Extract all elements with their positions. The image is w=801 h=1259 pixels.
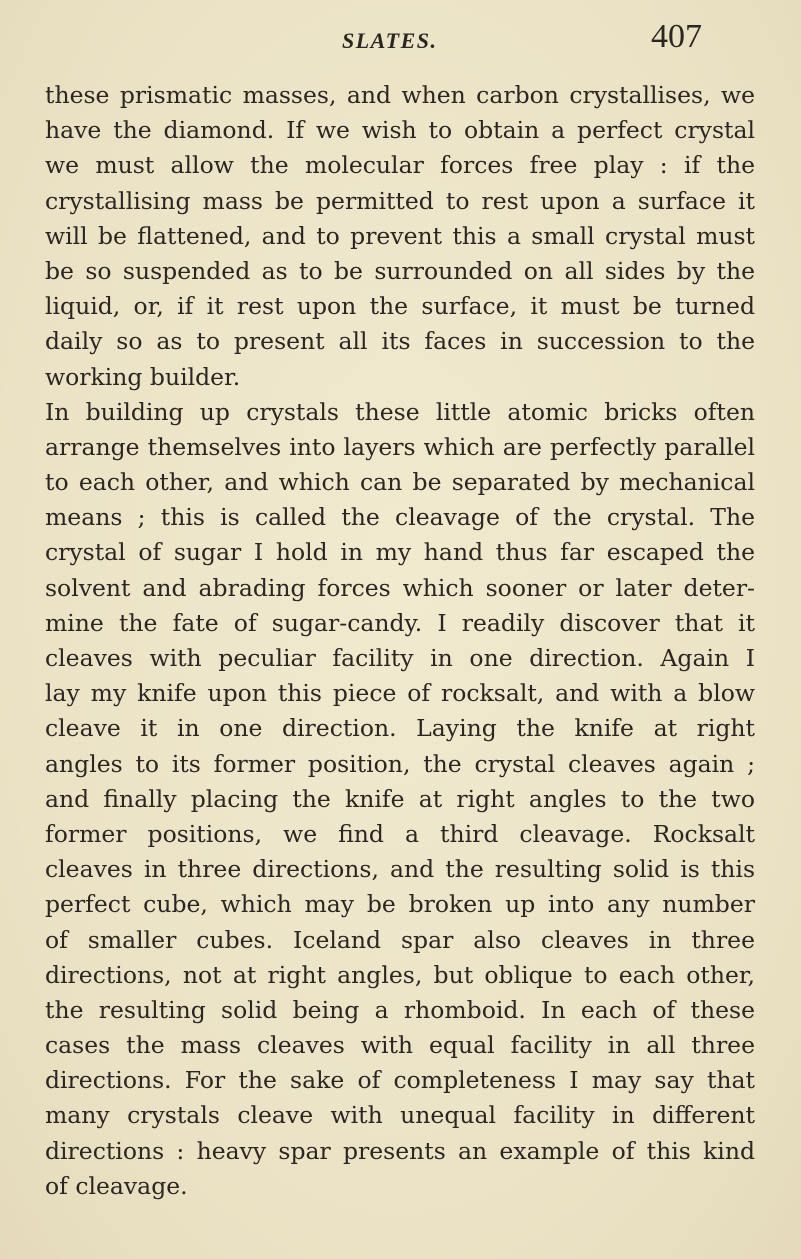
text-line: cleaves in three directions, and the resulting solid is this (45, 855, 755, 884)
text-line: we must allow the molecular forces free play : if the (45, 151, 755, 180)
text-line: mine the fate of sugar-candy. I readily discover that it (45, 608, 755, 637)
text-line: cleaves with peculiar facility in one direction. Again I (45, 644, 755, 672)
text-line: In building up crystals these little atomic bricks often (45, 397, 755, 426)
text-line: directions : heavy spar presents an example of this kind (45, 1136, 755, 1165)
text-line: cleave it in one direction. Laying the knife at right (45, 714, 755, 743)
text-line: solvent and abrading forces which sooner or later deter- (45, 573, 755, 602)
text-line: will be flattened, and to prevent this a small crystal must (45, 221, 755, 250)
text-line: liquid, or, if it rest upon the surface, it must be turned (45, 292, 755, 321)
text-line: many crystals cleave with unequal facility in different (45, 1101, 755, 1130)
text-line: have the diamond. If we wish to obtain a perfect crystal (45, 116, 755, 145)
text-line: these prismatic masses, and when carbon crystallises, we (45, 81, 755, 109)
body-text (45, 78, 755, 1204)
text-line: directions, not at right angles, but oblique to each other, (45, 960, 755, 989)
text-line: cases the mass cleaves with equal facility in all three (45, 1031, 755, 1060)
page-number: 407 (651, 18, 702, 55)
text-line: to each other, and which can be separated by mechanical (45, 468, 755, 497)
text-line: daily so as to present all its faces in succession to the (45, 327, 755, 356)
running-head (0, 18, 801, 58)
text-line: perfect cube, which may be broken up into any number (45, 890, 755, 919)
paragraph-end-line: working builder. (45, 362, 241, 391)
text-line: directions. For the sake of completeness I may say that (45, 1066, 755, 1095)
running-title: SLATES. (342, 28, 438, 53)
text-line: of smaller cubes. Iceland spar also cleaves in three (45, 925, 755, 954)
text-line: former positions, we find a third cleavage. Rocksalt (45, 819, 755, 848)
text-line: and finally placing the knife at right angles to the two (45, 784, 755, 813)
text-line: lay my knife upon this piece of rocksalt, and with a blow (45, 679, 755, 708)
text-line: the resulting solid being a rhomboid. In each of these (45, 995, 755, 1024)
text-line: be so suspended as to be surrounded on all sides by the (45, 256, 755, 285)
text-line: crystal of sugar I hold in my hand thus far escaped the (45, 538, 755, 567)
text-line: crystallising mass be permitted to rest upon a surface it (45, 186, 755, 215)
text-line: angles to its former position, the crystal cleaves again ; (45, 749, 755, 778)
text-line: means ; this is called the cleavage of the crystal. The (45, 503, 755, 532)
text-line: arrange themselves into layers which are perfectly parallel (45, 432, 755, 461)
paragraph-end-line: of cleavage. (45, 1171, 188, 1200)
